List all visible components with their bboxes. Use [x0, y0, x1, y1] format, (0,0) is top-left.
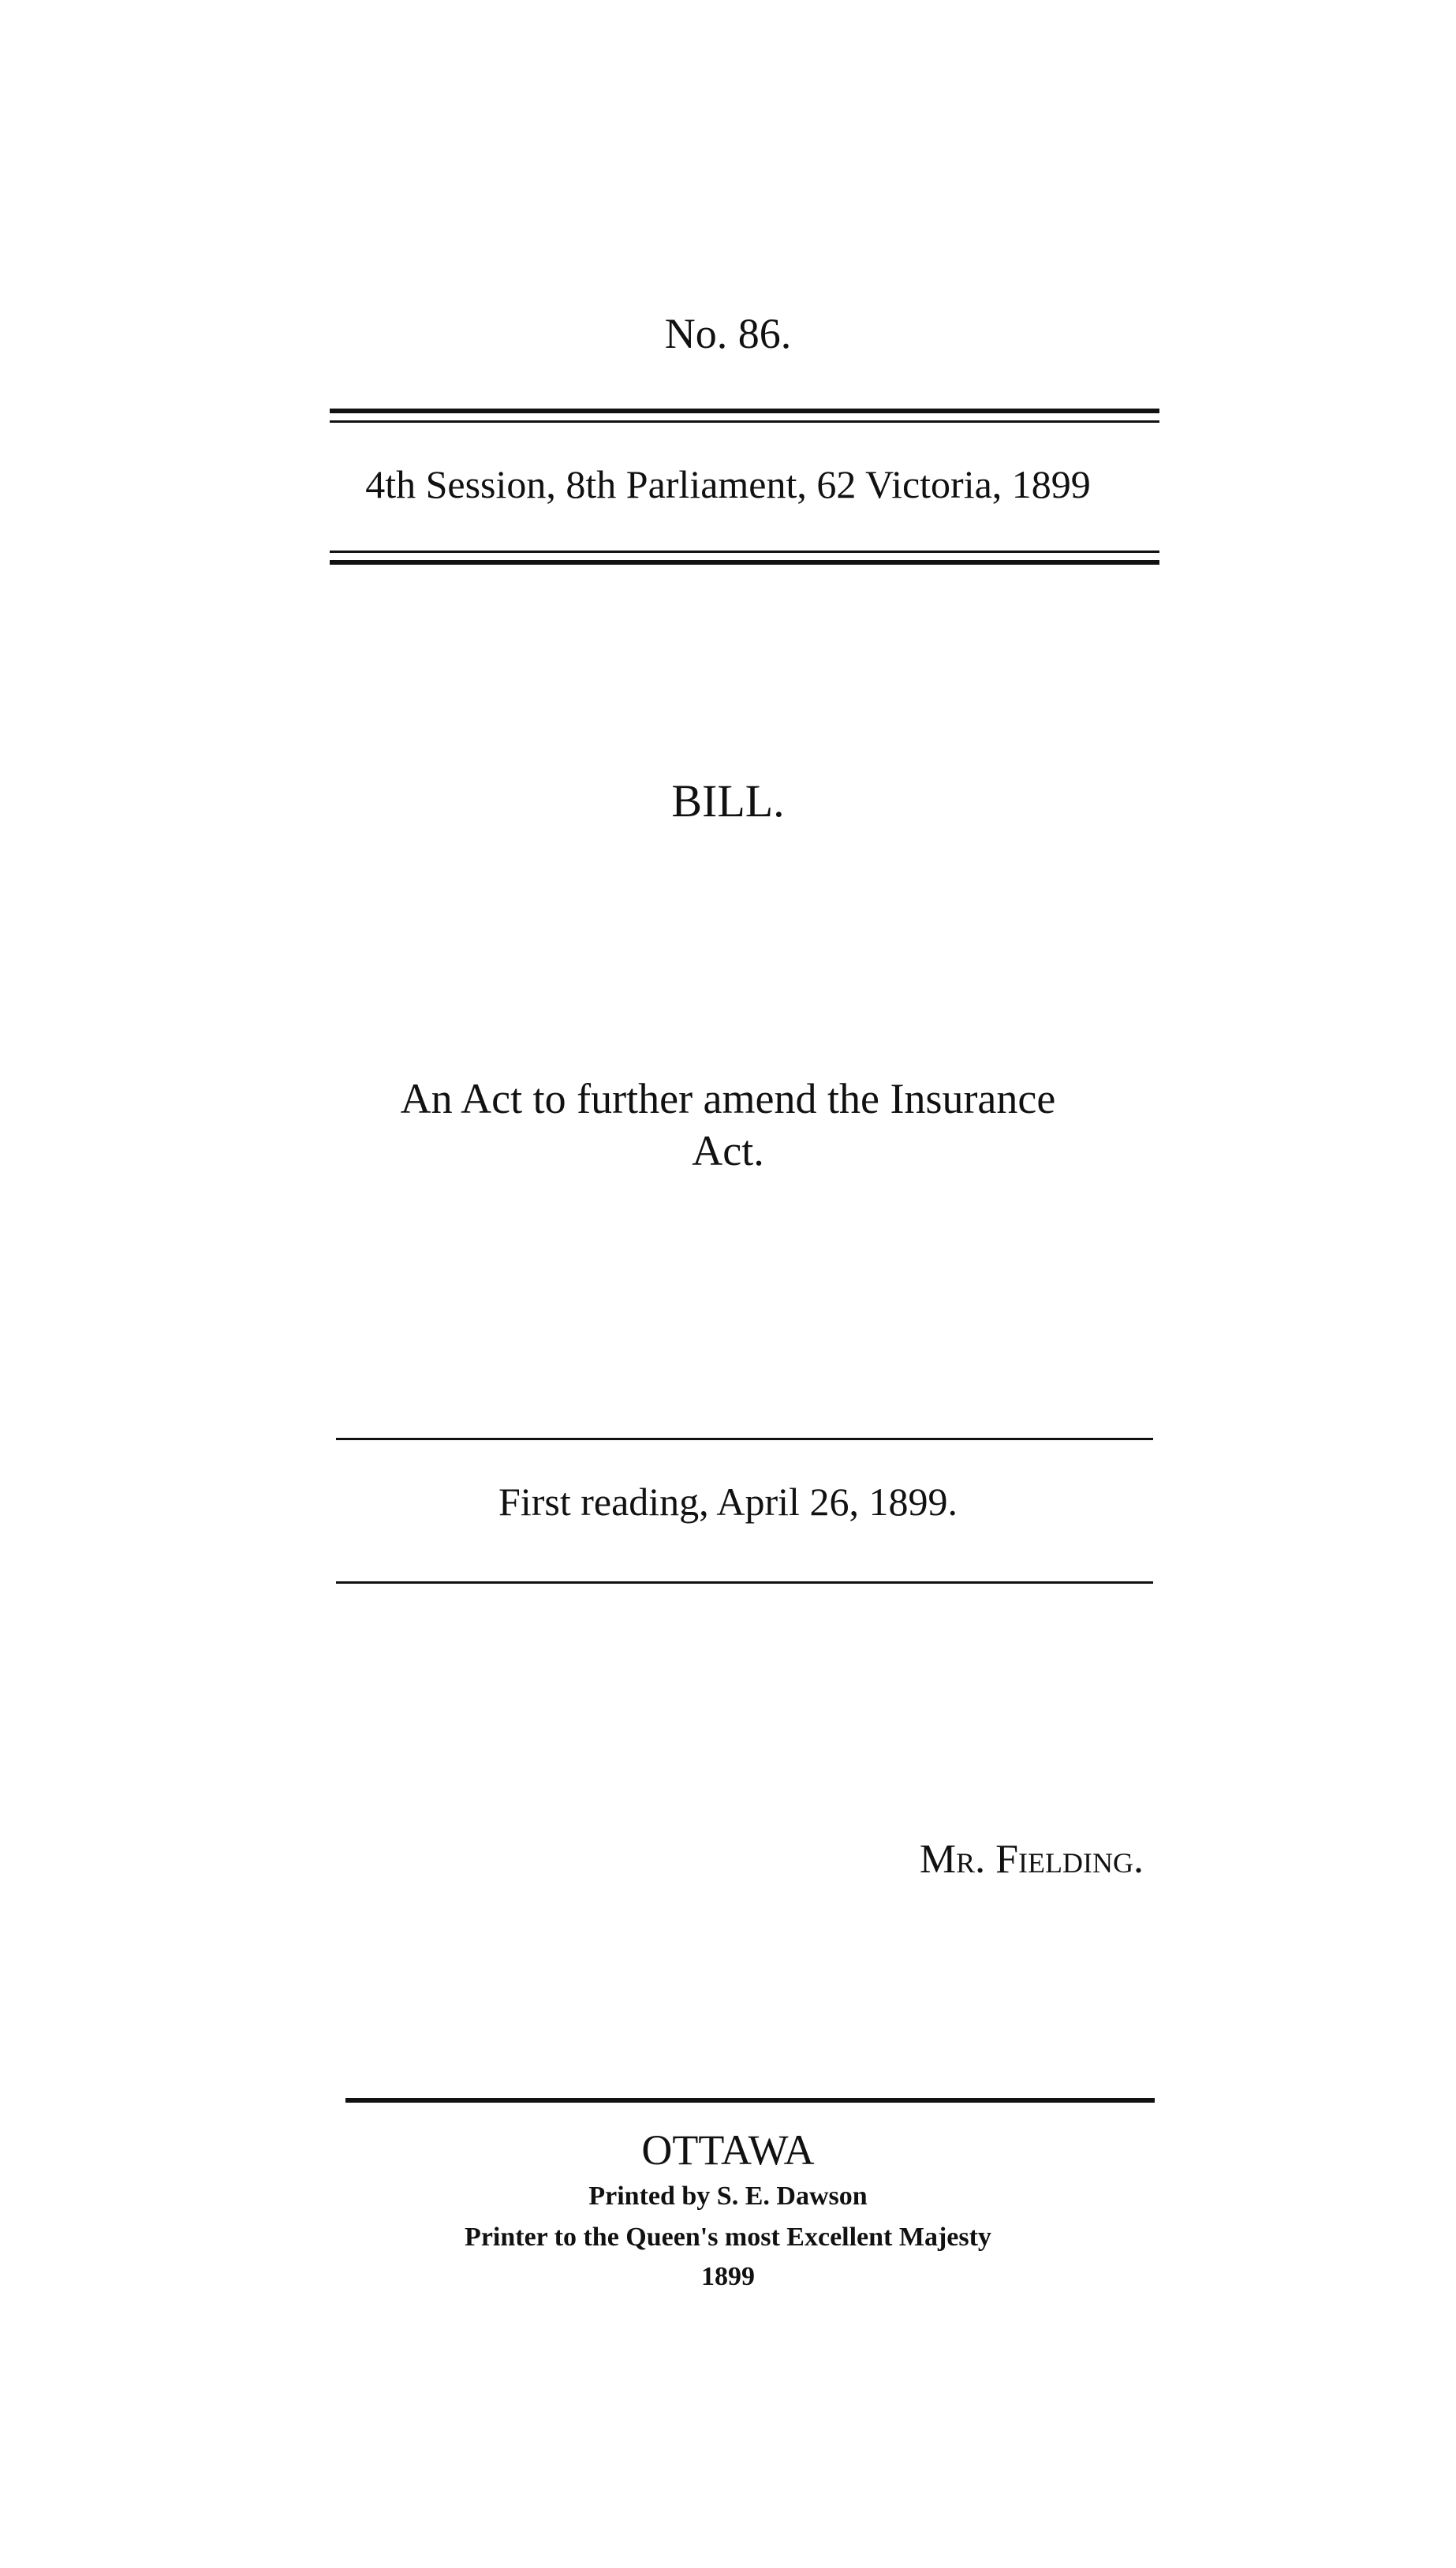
imprint-printer-line: Printer to the Queen's most Excellent Majesty — [465, 2223, 991, 2252]
rule-imprint — [345, 2098, 1155, 2103]
rule-mid-thick — [330, 560, 1159, 565]
rule-top-thick — [330, 409, 1159, 413]
bill-label: BILL. — [671, 775, 785, 827]
act-title-line-2: Act. — [692, 1127, 764, 1174]
bill-number: No. 86. — [664, 310, 792, 357]
imprint-city: OTTAWA — [641, 2126, 815, 2174]
session-line: 4th Session, 8th Parliament, 62 Victoria, 1899 — [365, 462, 1091, 506]
rule-mid-thin — [330, 551, 1159, 553]
sponsor-name: Mr. Fielding. — [919, 1837, 1144, 1882]
act-title-line-1: An Act to further amend the Insurance — [400, 1075, 1056, 1122]
rule-reading-bottom — [336, 1581, 1153, 1584]
imprint-year: 1899 — [701, 2262, 755, 2291]
imprint-printed-by: Printed by S. E. Dawson — [588, 2182, 868, 2211]
rule-top-thin — [330, 420, 1159, 423]
first-reading: First reading, April 26, 1899. — [498, 1480, 958, 1524]
rule-reading-top — [336, 1438, 1153, 1440]
